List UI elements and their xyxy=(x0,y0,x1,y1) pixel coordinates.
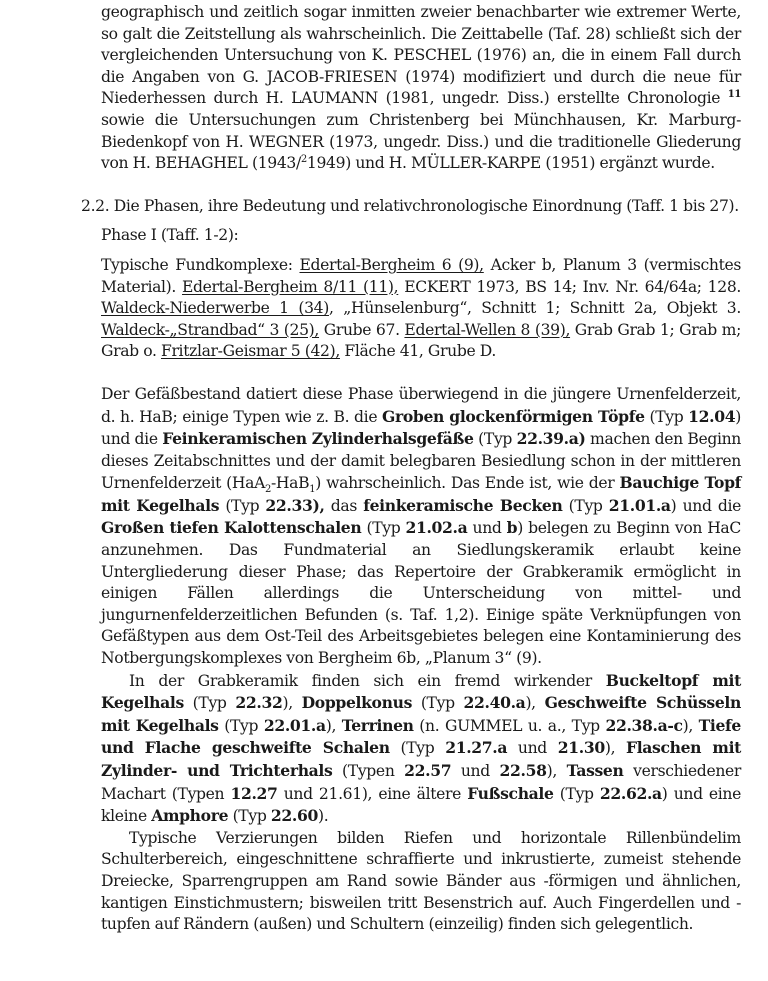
text: 1949) und H. MÜLLER-KARPE (1951) ergänzt wurde. xyxy=(306,154,715,173)
site-reference: Edertal-Wellen 8 (39), xyxy=(404,320,571,339)
text: (Typ xyxy=(361,519,406,538)
type-name: Buckeltopf mit Kegelhals xyxy=(101,670,741,713)
site-reference: Edertal-Bergheim 8/11 (11), xyxy=(182,277,399,296)
text: (Typen xyxy=(332,762,405,780)
text: ) und eine kleine xyxy=(101,784,741,826)
text: (Typ xyxy=(412,694,464,713)
type-number: 22.60 xyxy=(270,806,318,826)
text: -HaB xyxy=(271,474,310,493)
text: (Typ xyxy=(389,739,446,758)
text: , „Hünselenburg“, Schnitt 1; Schnitt 2a, Objekt 3. xyxy=(328,299,741,318)
text: (Typ xyxy=(219,496,266,515)
type-name: Flaschen mit Zylinder- und Trichterhals xyxy=(101,738,741,780)
type-number: 21.02.a xyxy=(405,518,468,538)
text: (Typ xyxy=(218,716,264,735)
type-name: Doppelkonus xyxy=(301,693,413,713)
type-name: Tiefe und Flache geschweifte Schalen xyxy=(101,715,741,758)
type-name: Geschweifte Schüsseln mit Kegelhals xyxy=(101,693,741,735)
phase-title: Phase I (Taff. 1-2): xyxy=(101,226,239,245)
text: sowie die Untersuchungen zum Christenberg bei Münchhausen, Kr. Marburg-Biedenkopf von H. WEGNER (1973, ungedr. Diss.) und die traditionelle Gliederung von H. BEHAGHEL (1943/ xyxy=(101,110,741,173)
text: machen den Beginn dieses Zeitabschnittes und der damit belegbaren Besiedlung schon in der mittleren Urnenfelderzeit (HaA xyxy=(101,430,741,493)
text: ), xyxy=(682,716,699,735)
text: ECKERT 1973, BS 14; Inv. Nr. 64/64a; 128. xyxy=(398,277,741,296)
type-name: Terrinen xyxy=(341,715,414,735)
type-number: 22.33), xyxy=(265,495,325,515)
text: Fläche 41, Grube D. xyxy=(339,342,496,361)
type-number: b xyxy=(506,518,518,538)
text: Grube 67. xyxy=(319,320,405,339)
text: (Typ xyxy=(644,407,689,426)
type-number: 21.01.a xyxy=(608,495,671,515)
site-reference: Waldeck-Niederwerbe 1 (34) xyxy=(101,299,329,318)
text: ) belegen zu Beginn von HaC anzunehmen. Das Fundmaterial an Siedlungskeramik erlaubt keine Untergliederung dieser Phase; das Repertoire der Grabkeramik ermöglicht in einigen Fällen allerdings die Unterscheidung von mittel- und jungurnenfelderzeitlichen Befunden (s. Taf. 1,2). Einige späte Verknüpfungen von Gefäßtypen aus dem Ost-Teil des Arbeitsgebietes belegen eine Kontaminierung des Notbergungskomplexes von Bergheim 6b, „Planum 3“ (9). xyxy=(101,519,741,668)
type-name: Feinkeramischen Zylinderhalsgefäße xyxy=(162,429,474,449)
type-number: 22.62.a xyxy=(599,783,662,803)
subscript: 1 xyxy=(309,484,316,496)
text: In der Grabkeramik finden sich ein fremd wirkender xyxy=(129,671,606,690)
text: ). xyxy=(317,807,329,826)
type-number: 22.01.a xyxy=(263,715,326,735)
text: ) wahrscheinlich. Das Ende ist, wie der xyxy=(315,474,620,493)
type-name: Bauchige Topf mit Kegelhals xyxy=(101,473,741,515)
document-page xyxy=(81,0,742,936)
type-number: 22.40.a xyxy=(463,693,526,713)
type-name: feinkeramische Becken xyxy=(363,495,563,515)
type-number: 12.27 xyxy=(230,783,278,803)
type-name: Amphore xyxy=(151,806,229,826)
type-number: 22.38.a-c xyxy=(605,715,683,735)
fundkomplexe-paragraph xyxy=(101,255,741,363)
type-number: 22.58 xyxy=(499,761,547,780)
intro-paragraph xyxy=(101,2,741,175)
text: und xyxy=(507,739,558,758)
site-reference: Edertal-Bergheim 6 (9), xyxy=(299,255,484,274)
site-reference: Waldeck-„Strandbad“ 3 (25), xyxy=(101,320,320,339)
text: (Typ xyxy=(562,496,609,515)
type-name: Groben glockenförmigen Töpfe xyxy=(382,406,645,426)
text: und xyxy=(467,519,507,538)
section-heading: 2.2. Die Phasen, ihre Bedeutung und relativchronologische Einordnung (Taff. 1 bis 27). xyxy=(81,196,739,215)
type-number: 21.27.a xyxy=(445,738,508,758)
site-reference: Fritzlar-Geismar 5 (42), xyxy=(160,342,340,361)
text: ), xyxy=(325,716,342,735)
type-number: 12.04 xyxy=(688,406,736,426)
text: ), xyxy=(282,694,302,713)
text: geographisch und zeitlich sogar inmitten zweier benachbarter wie extremer Werte, so galt die Zeitstellung als wahrscheinlich. Die Zeittabelle (Taf. 28) schließt sich der vergleichenden Untersuchung von K. PESCHEL (1976) an, die in einem Fall durch die Angaben von G. JACOB-FRIESEN (1974) modifiziert und durch die neue für Niederhessen durch H. LAUMANN (1981, ungedr. Diss.) erstellte Chronologie xyxy=(101,3,741,108)
text: Typische Fundkomplexe: xyxy=(101,255,300,274)
text: verschiedener Machart (Typen xyxy=(101,762,741,803)
type-number: 22.32 xyxy=(235,693,283,713)
text: Grab Grab 1; Grab m; Grab o. xyxy=(101,320,741,361)
type-number: 21.30 xyxy=(557,738,605,758)
text: Der Gefäßbestand datiert diese Phase überwiegend in die jüngere Urnenfelderzeit, d. h. HaB; einige Typen wie z. B. die xyxy=(101,384,741,426)
text: ), xyxy=(604,739,626,758)
text: (Typ xyxy=(228,807,271,826)
type-number: 22.57 xyxy=(404,761,452,780)
text: ) und die xyxy=(670,496,741,515)
text: (Typ xyxy=(553,784,600,803)
text: (n. GUMMEL u. a., Typ xyxy=(413,716,606,735)
text: ) und die xyxy=(101,407,741,449)
text: das xyxy=(324,496,364,515)
edition-superscript: 2 xyxy=(300,153,307,165)
text: und xyxy=(451,762,500,780)
text: ), xyxy=(525,694,545,713)
type-name: Fußschale xyxy=(467,783,554,803)
text: und 21.61), eine ältere xyxy=(277,784,468,803)
text: (Typ xyxy=(473,430,517,449)
subscript: 2 xyxy=(265,484,272,496)
footnote-ref[interactable]: 11 xyxy=(727,89,741,101)
text: (Typ xyxy=(183,694,236,713)
type-number: 22.39.a) xyxy=(516,429,586,449)
body-paragraph-2 xyxy=(101,670,741,828)
type-name: Tassen xyxy=(566,761,624,780)
body-paragraph-3: Typische Verzierungen bilden Riefen und horizontale Rillenbündelim Schulterbereich, eingeschnittene schraffierte und inkrustierte, zumeist stehende Dreiecke, Sparrengruppen am Rand sowie Bänder aus -förmigen und ähnlichen, kantigen Einstichmustern; bisweilen tritt Besenstrich auf. Auch Fingerdellen und -tupfen auf Rändern (außen) und Schultern (einzeilig) finden sich gelegentlich. xyxy=(101,828,741,934)
text: ), xyxy=(546,762,567,780)
type-name: Großen tiefen Kalottenschalen xyxy=(101,518,362,538)
text: Acker b, Planum 3 (vermischtes Material). xyxy=(101,255,742,296)
body-paragraph-1 xyxy=(101,384,741,670)
